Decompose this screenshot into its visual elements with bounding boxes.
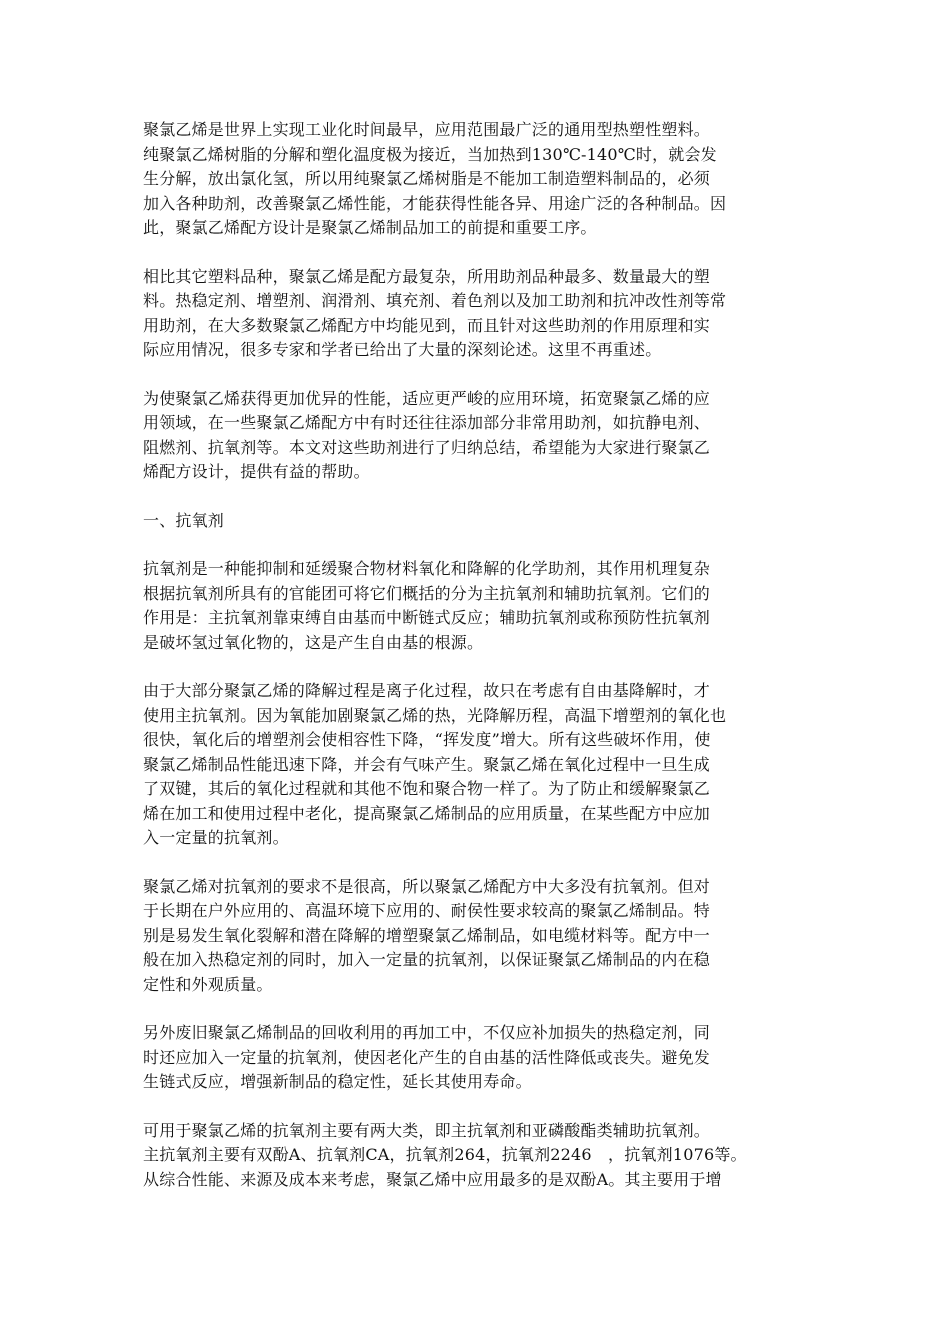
text-line: 时还应加入一定量的抗氧剂，使因老化产生的自由基的活性降低或丧失。避免发	[143, 1047, 711, 1067]
paragraph-purpose	[143, 387, 811, 485]
text-line: 烯配方设计，提供有益的帮助。	[143, 462, 370, 481]
paragraph-antioxidant-definition	[143, 557, 811, 655]
text-line: 加入各种助剂，改善聚氯乙烯性能，才能获得性能各异、用途广泛的各种制品。因	[143, 193, 727, 213]
paragraph-requirements	[143, 875, 811, 998]
text-line: 定性和外观质量。	[143, 974, 273, 994]
text-line: 于长期在户外应用的、高温环境下应用的、耐侯性要求较高的聚氯乙烯制品。特	[143, 901, 711, 920]
text-line: 烯在加工和使用过程中老化，提高聚氯乙烯制品的应用质量，在某些配方中应加	[143, 803, 711, 823]
text-line: 为使聚氯乙烯获得更加优异的性能，适应更严峻的应用环境，拓宽聚氯乙烯的应	[143, 388, 711, 408]
text-line: 可用于聚氯乙烯的抗氧剂主要有两大类，即主抗氧剂和亚磷酸酯类辅助抗氧剂。	[143, 1120, 711, 1140]
text-line: 另外废旧聚氯乙烯制品的回收利用的再加工中，不仅应补加损失的热稳定剂，同	[143, 1023, 711, 1042]
text-line: 使用主抗氧剂。因为氧能加剧聚氯乙烯的热，光降解历程，高温下增塑剂的氧化也	[143, 705, 727, 725]
text-line: 纯聚氯乙烯树脂的分解和塑化温度极为接近，当加热到130℃-140℃时，就会发	[143, 144, 717, 164]
text-line: 聚氯乙烯制品性能迅速下降，并会有气味产生。聚氯乙烯在氧化过程中一旦生成	[143, 754, 711, 774]
text-line: 阻燃剂、抗氧剂等。本文对这些助剂进行了归纳总结，希望能为大家进行聚氯乙	[143, 437, 711, 457]
text-line: 用助剂，在大多数聚氯乙烯配方中均能见到，而且针对这些助剂的作用原理和实	[143, 315, 711, 335]
text-line: 了双键，其后的氧化过程就和其他不饱和聚合物一样了。为了防止和缓解聚氯乙	[143, 779, 711, 798]
paragraph-degradation	[143, 679, 811, 851]
text-line: 根据抗氧剂所具有的官能团可将它们概括的分为主抗氧剂和辅助抗氧剂。它们的	[143, 583, 711, 603]
text-line: 用领域，在一些聚氯乙烯配方中有时还往往添加部分非常用助剂，如抗静电剂、	[143, 413, 711, 432]
text-line: 聚氯乙烯对抗氧剂的要求不是很高，所以聚氯乙烯配方中大多没有抗氧剂。但对	[143, 876, 711, 896]
text-line: 般在加入热稳定剂的同时，加入一定量的抗氧剂，以保证聚氯乙烯制品的内在稳	[143, 950, 711, 969]
text-line: 是破坏氢过氧化物的，这是产生自由基的根源。	[143, 632, 484, 652]
text-line: 此，聚氯乙烯配方设计是聚氯乙烯制品加工的前提和重要工序。	[143, 218, 597, 237]
paragraph-additives	[143, 265, 811, 363]
section-heading	[143, 509, 811, 534]
text-line: 聚氯乙烯是世界上实现工业化时间最早，应用范围最广泛的通用型热塑性塑料。	[143, 120, 711, 139]
text-line: 际应用情况，很多专家和学者已给出了大量的深刻论述。这里不再重述。	[143, 340, 662, 359]
paragraph-recycling	[143, 1021, 811, 1095]
paragraph-antioxidant-types	[143, 1119, 811, 1193]
text-line: 入一定量的抗氧剂。	[143, 828, 289, 847]
text-line: 由于大部分聚氯乙烯的降解过程是离子化过程，故只在考虑有自由基降解时，才	[143, 681, 711, 700]
text-line: 抗氧剂是一种能抑制和延缓聚合物材料氧化和降解的化学助剂，其作用机理复杂	[143, 559, 711, 578]
text-line: 相比其它塑料品种，聚氯乙烯是配方最复杂，所用助剂品种最多、数量最大的塑	[143, 266, 711, 286]
text-line: 主抗氧剂主要有双酚A、抗氧剂CA，抗氧剂264，抗氧剂2246 ，抗氧剂1076等。	[143, 1145, 747, 1164]
text-line: 生分解，放出氯化氢，所以用纯聚氯乙烯树脂是不能加工制造塑料制品的，必须	[143, 169, 711, 188]
text-line: 生链式反应，增强新制品的稳定性，延长其使用寿命。	[143, 1072, 532, 1091]
paragraph-intro	[143, 118, 811, 241]
text-line: 很快，氧化后的增塑剂会使相容性下降，“挥发度”增大。所有这些破坏作用，使	[143, 730, 711, 749]
text-line: 料。热稳定剂、增塑剂、润滑剂、填充剂、着色剂以及加工助剂和抗冲改性剂等常	[143, 291, 727, 310]
text-line: 作用是：主抗氧剂靠束缚自由基而中断链式反应；辅助抗氧剂或称预防性抗氧剂	[143, 608, 711, 627]
text-line: 别是易发生氧化裂解和潜在降解的增塑聚氯乙烯制品，如电缆材料等。配方中一	[143, 925, 711, 945]
document-body	[143, 118, 811, 1216]
text-line: 从综合性能、来源及成本来考虑，聚氯乙烯中应用最多的是双酚A。其主要用于增	[143, 1169, 722, 1189]
section-heading-text: 一、抗氧剂	[143, 510, 225, 530]
